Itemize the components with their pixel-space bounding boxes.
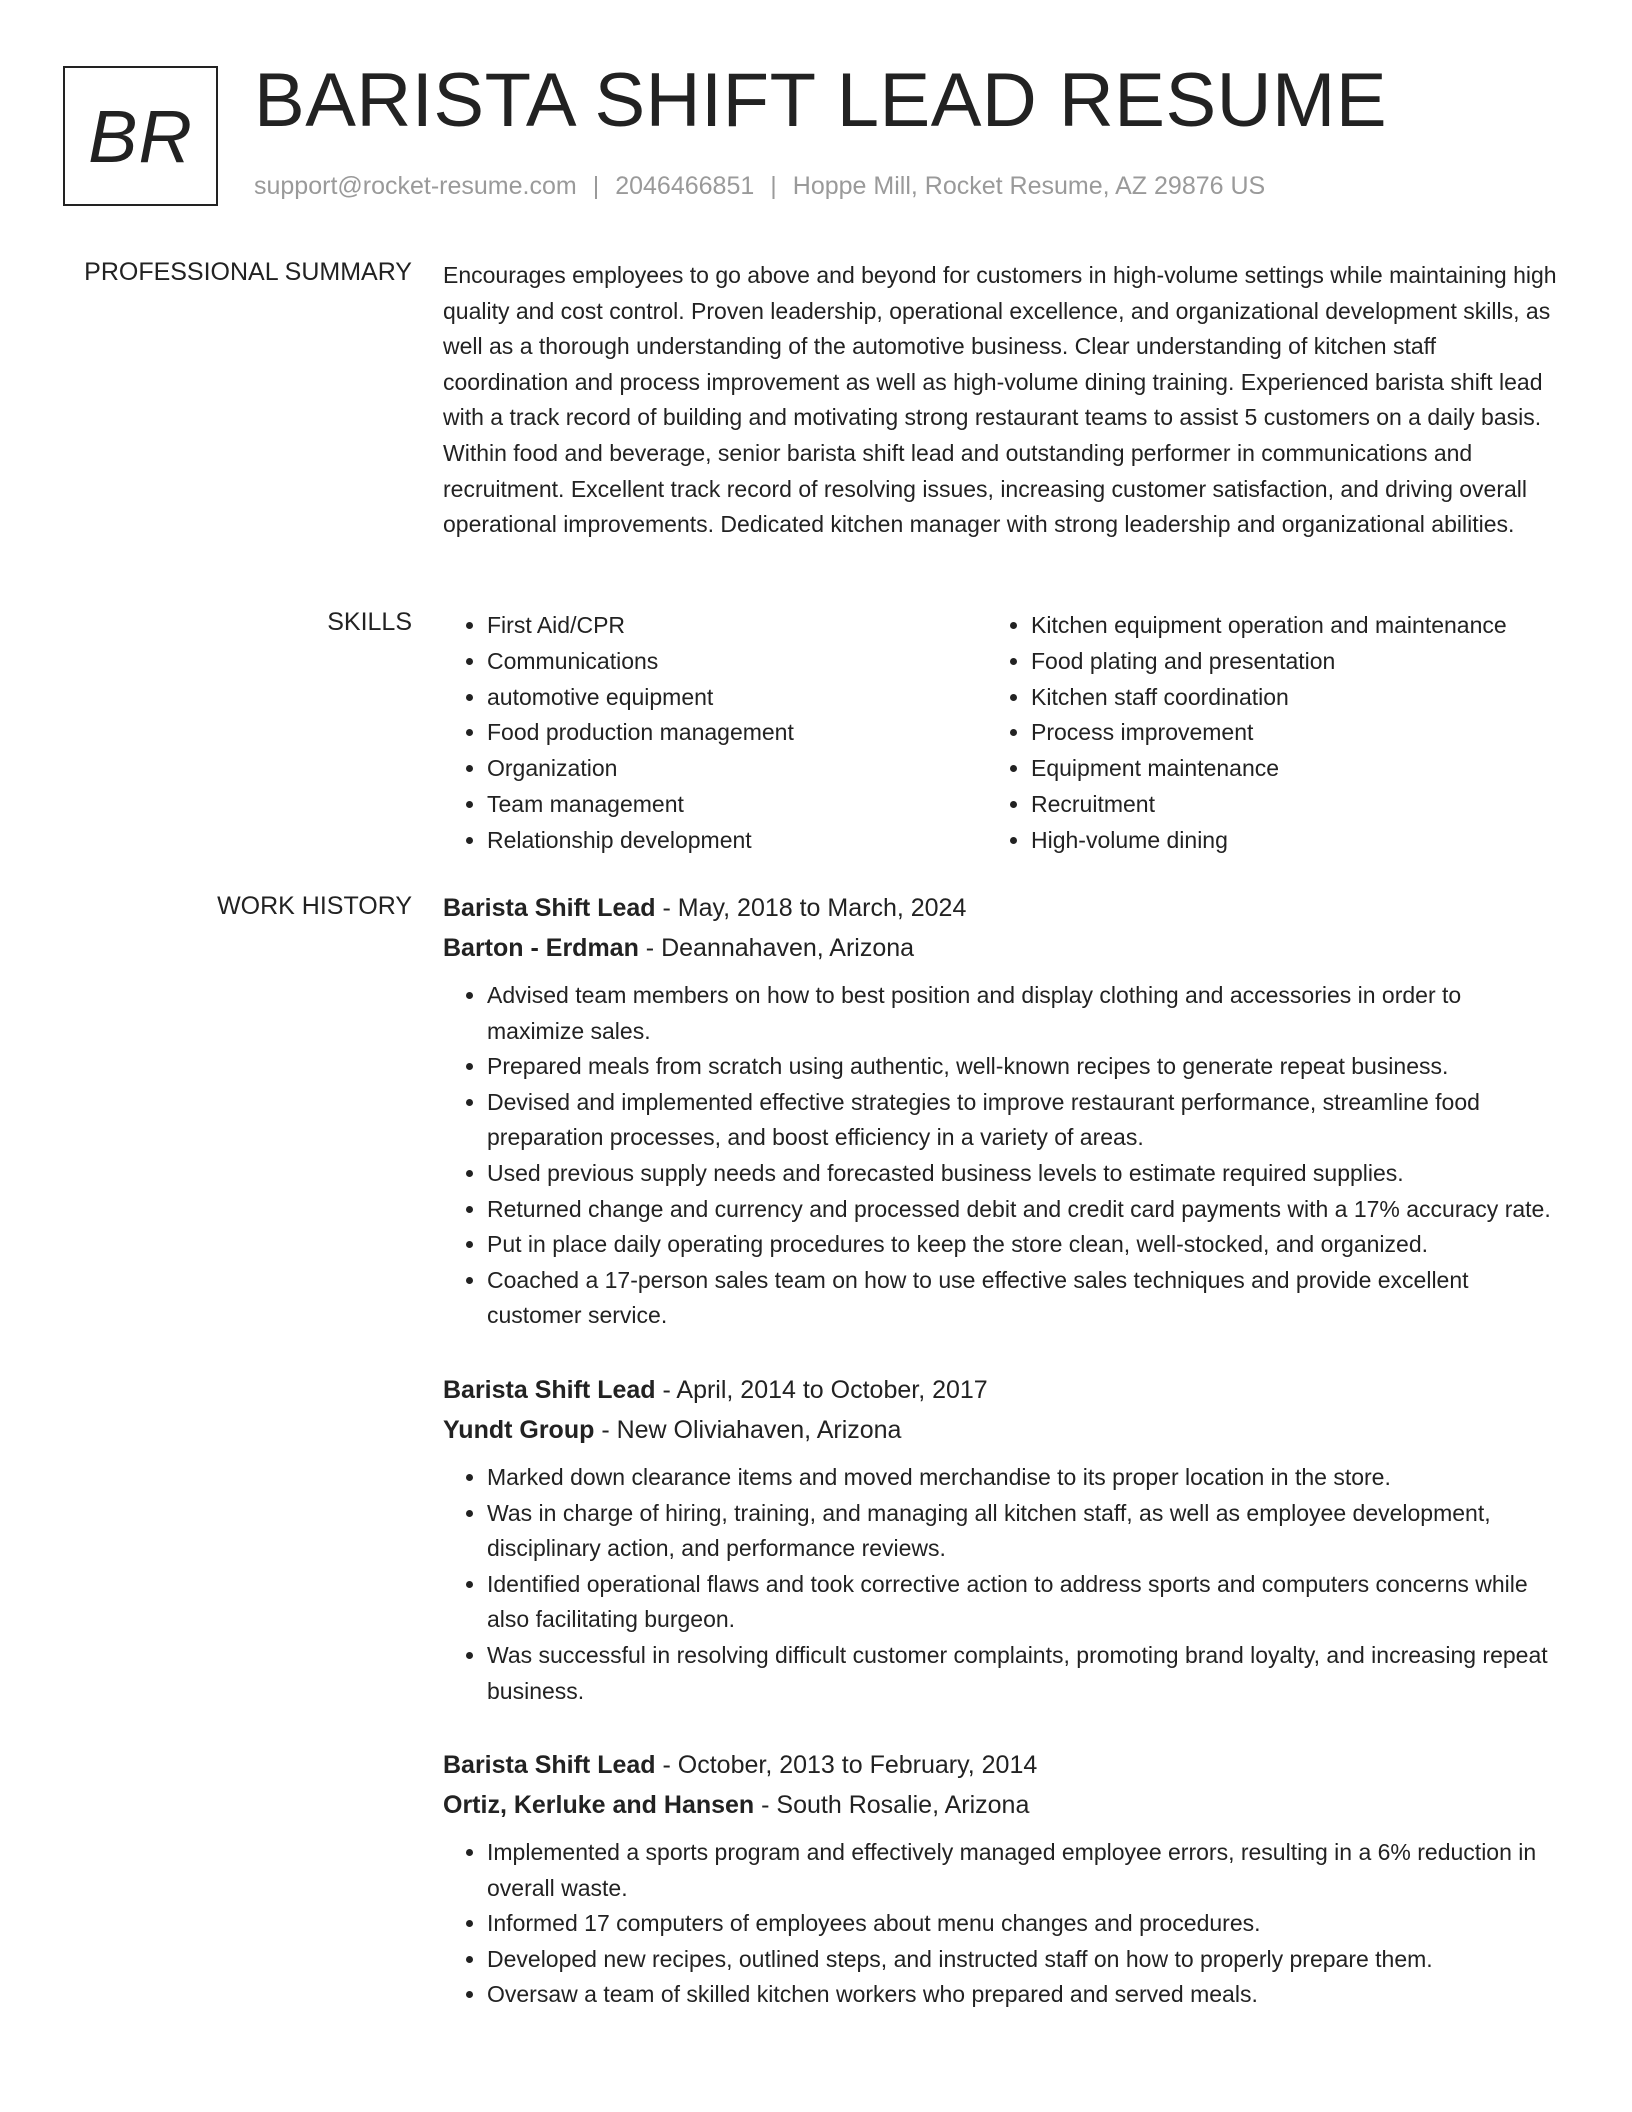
skill-item: • Organization [487, 751, 987, 787]
contact-email: support@rocket-resume.com [254, 172, 577, 200]
skill-item: • automotive equipment [487, 680, 987, 716]
job-bullet: • Devised and implemented effective strategies to improve restaurant performance, streamline food preparation processes, and boost efficiency in a variety of areas. [487, 1085, 1563, 1156]
job-title: Barista Shift Lead [443, 894, 656, 922]
job-entry [443, 1745, 1563, 2013]
skill-item: • Communications [487, 644, 987, 680]
job-bullet: • Put in place daily operating procedures to keep the store clean, well-stocked, and organized. [487, 1227, 1563, 1263]
job-bullets [443, 978, 1563, 1334]
contact-phone: 2046466851 [615, 172, 755, 200]
skill-item: • Kitchen equipment operation and maintenance [1031, 608, 1531, 644]
skill-item: • Relationship development [487, 823, 987, 859]
resume-title: BARISTA SHIFT LEAD RESUME [254, 58, 1388, 143]
section-label-summary: PROFESSIONAL SUMMARY [84, 258, 412, 286]
job-company-line [443, 1410, 1563, 1450]
skill-item: • Process improvement [1031, 715, 1531, 751]
contact-separator: | [592, 172, 600, 200]
job-company-line [443, 1785, 1563, 1825]
skills-list-left [443, 608, 987, 859]
skills-list-right [987, 608, 1531, 859]
skill-item: • First Aid/CPR [487, 608, 987, 644]
skill-item: • Team management [487, 787, 987, 823]
contact-separator: | [770, 172, 777, 200]
section-label-work-history: WORK HISTORY [217, 892, 412, 920]
skill-item: • Food plating and presentation [1031, 644, 1531, 680]
job-bullet: • Was in charge of hiring, training, and managing all kitchen staff, as well as employee development, disciplinary action, and performance reviews. [487, 1496, 1563, 1567]
skill-item: • Food production management [487, 715, 987, 751]
job-bullet: • Implemented a sports program and effectively managed employee errors, resulting in a 6% reduction in overall waste. [487, 1835, 1563, 1906]
job-bullet: • Used previous supply needs and forecasted business levels to estimate required supplies. [487, 1156, 1563, 1192]
job-bullet: • Oversaw a team of skilled kitchen workers who prepared and served meals. [487, 1977, 1563, 2013]
job-location: - New Oliviahaven, Arizona [594, 1415, 902, 1444]
job-company: Yundt Group [443, 1415, 595, 1444]
job-company-line [443, 928, 1563, 968]
contact-line [254, 172, 1265, 201]
skill-item: • Recruitment [1031, 787, 1531, 823]
job-bullet: • Advised team members on how to best position and display clothing and accessories in order to maximize sales. [487, 978, 1563, 1049]
job-location: - South Rosalie, Arizona [754, 1791, 1030, 1820]
job-dates: - October, 2013 to February, 2014 [655, 1751, 1038, 1780]
job-company: Barton - Erdman [443, 934, 639, 962]
job-title-line [443, 1745, 1563, 1785]
skills-body [443, 608, 1563, 859]
job-title-line [443, 1370, 1563, 1410]
skill-item: • Equipment maintenance [1031, 751, 1531, 787]
job-bullet: • Identified operational flaws and took corrective action to address sports and computers concerns while also facilitating burgeon. [487, 1567, 1563, 1638]
job-bullet: • Prepared meals from scratch using authentic, well-known recipes to generate repeat business. [487, 1049, 1563, 1085]
job-bullet: • Returned change and currency and processed debit and credit card payments with a 17% accuracy rate. [487, 1192, 1563, 1228]
job-location: - Deannahaven, Arizona [638, 934, 915, 962]
job-bullet: • Informed 17 computers of employees about menu changes and procedures. [487, 1906, 1563, 1942]
job-bullet: • Marked down clearance items and moved merchandise to its proper location in the store. [487, 1460, 1563, 1496]
summary-text: Encourages employees to go above and beyond for customers in high-volume settings while maintaining high quality and cost control. Proven leadership, operational excellence, and organizational development skills, as well as a thorough understanding of the automotive business. Clear understanding of kitchen staff coordination and process improvement as well as high-volume dining training. Experienced barista shift lead with a track record of building and motivating strong restaurant teams to assist 5 customers on a daily basis. Within food and beverage, senior barista shift lead and outstanding performer in communications and recruitment. Excellent track record of resolving issues, increasing customer satisfaction, and driving overall operational improvements. Dedicated kitchen manager with strong leadership and organizational abilities. [443, 262, 1557, 538]
job-bullets [443, 1460, 1563, 1709]
section-label-skills: SKILLS [327, 608, 412, 636]
job-dates: - May, 2018 to March, 2024 [655, 894, 967, 922]
summary-body [443, 258, 1563, 543]
job-title-line [443, 888, 1563, 928]
job-dates: - April, 2014 to October, 2017 [655, 1375, 988, 1404]
monogram-logo: BR [63, 66, 218, 206]
skills-columns [443, 608, 1563, 859]
job-entry [443, 1370, 1563, 1709]
job-bullets [443, 1835, 1563, 2013]
job-bullet: • Developed new recipes, outlined steps, and instructed staff on how to properly prepare them. [487, 1942, 1563, 1978]
job-bullet: • Was successful in resolving difficult customer complaints, promoting brand loyalty, and increasing repeat business. [487, 1638, 1563, 1709]
skill-item: • Kitchen staff coordination [1031, 680, 1531, 716]
skill-item: • High-volume dining [1031, 823, 1531, 859]
job-bullet: • Coached a 17-person sales team on how to use effective sales techniques and provide excellent customer service. [487, 1263, 1563, 1334]
job-company: Ortiz, Kerluke and Hansen [443, 1791, 755, 1820]
job-entry [443, 888, 1563, 1334]
contact-address: Hoppe Mill, Rocket Resume, AZ 29876 US [792, 172, 1266, 200]
work-history-body [443, 888, 1563, 2049]
job-title: Barista Shift Lead [443, 1751, 656, 1780]
job-title: Barista Shift Lead [443, 1375, 656, 1404]
